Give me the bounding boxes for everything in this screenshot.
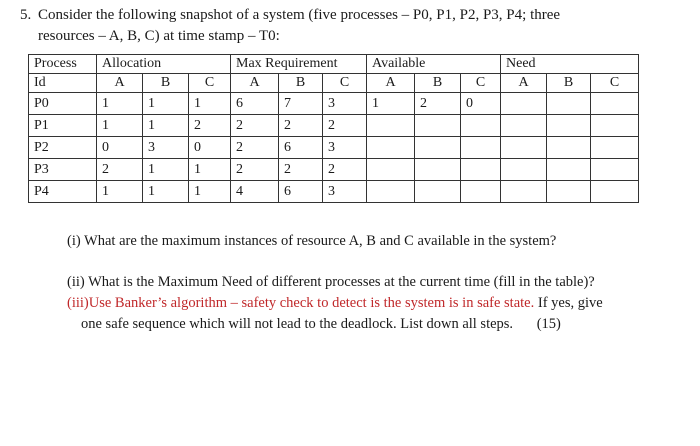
- avail-c: [461, 181, 501, 203]
- max-requirement-header: Max Requirement: [231, 55, 367, 74]
- max-a: 2: [231, 115, 279, 137]
- max-b-header: B: [279, 74, 323, 93]
- alloc-a: 0: [97, 137, 143, 159]
- need-c-cell[interactable]: [591, 159, 639, 181]
- avail-a: [367, 181, 415, 203]
- max-c: 2: [323, 159, 367, 181]
- avail-b: [415, 137, 461, 159]
- avail-a: [367, 115, 415, 137]
- need-a-cell[interactable]: [501, 93, 547, 115]
- alloc-c: 0: [189, 137, 231, 159]
- need-c-cell[interactable]: [591, 181, 639, 203]
- alloc-a: 1: [97, 115, 143, 137]
- avail-a-header: A: [367, 74, 415, 93]
- alloc-a: 2: [97, 159, 143, 181]
- need-a-cell[interactable]: [501, 137, 547, 159]
- need-b-header: B: [547, 74, 591, 93]
- alloc-a-header: A: [97, 74, 143, 93]
- max-a: 2: [231, 137, 279, 159]
- need-a-cell[interactable]: [501, 115, 547, 137]
- avail-b: [415, 159, 461, 181]
- table-row-p4: [29, 181, 639, 203]
- avail-b: [415, 115, 461, 137]
- question-number: 5.: [20, 7, 32, 23]
- avail-c: 0: [461, 93, 501, 115]
- alloc-c: 1: [189, 93, 231, 115]
- process-id: P0: [29, 93, 97, 115]
- avail-a: [367, 159, 415, 181]
- alloc-b: 1: [143, 159, 189, 181]
- need-c-cell[interactable]: [591, 93, 639, 115]
- need-c-cell[interactable]: [591, 137, 639, 159]
- group-header-row: [29, 55, 639, 74]
- need-b-cell[interactable]: [547, 93, 591, 115]
- avail-b: [415, 181, 461, 203]
- max-c: 3: [323, 181, 367, 203]
- subquestion-iii-line2: [81, 314, 681, 334]
- need-a-header: A: [501, 74, 547, 93]
- process-id: P1: [29, 115, 97, 137]
- question-line-2: resources – A, B, C) at time stamp – T0:: [38, 28, 280, 44]
- alloc-b: 1: [143, 93, 189, 115]
- subquestion-iii-line2-text: one safe sequence which will not lead to the deadlock. List down all steps.: [81, 316, 514, 332]
- snapshot-table: [28, 54, 639, 203]
- allocation-header: Allocation: [97, 55, 231, 74]
- avail-b-header: B: [415, 74, 461, 93]
- max-b: 2: [279, 159, 323, 181]
- avail-c: [461, 137, 501, 159]
- subquestion-iii-highlight: (iii)Use Banker’s algorithm – safety check to detect is the system is in safe state.: [67, 295, 535, 311]
- need-b-cell[interactable]: [547, 181, 591, 203]
- marks-label: (15): [536, 316, 561, 332]
- id-header: Id: [29, 74, 97, 93]
- question-text: [38, 5, 688, 47]
- process-id: P2: [29, 137, 97, 159]
- process-id: P4: [29, 181, 97, 203]
- max-a: 4: [231, 181, 279, 203]
- avail-b: 2: [415, 93, 461, 115]
- table-row-p0: [29, 93, 639, 115]
- avail-c-header: C: [461, 74, 501, 93]
- need-a-cell[interactable]: [501, 181, 547, 203]
- process-id: P3: [29, 159, 97, 181]
- process-header: Process: [29, 55, 97, 74]
- need-a-cell[interactable]: [501, 159, 547, 181]
- alloc-c: 2: [189, 115, 231, 137]
- need-b-cell[interactable]: [547, 115, 591, 137]
- need-b-cell[interactable]: [547, 137, 591, 159]
- need-header: Need: [501, 55, 639, 74]
- need-c-cell[interactable]: [591, 115, 639, 137]
- table-row-p1: [29, 115, 639, 137]
- max-b: 6: [279, 181, 323, 203]
- alloc-a: 1: [97, 181, 143, 203]
- max-c: 3: [323, 93, 367, 115]
- subquestion-i: (i) What are the maximum instances of resource A, B and C available in the system?: [67, 233, 557, 249]
- alloc-b-header: B: [143, 74, 189, 93]
- available-header: Available: [367, 55, 501, 74]
- table-row-p3: [29, 159, 639, 181]
- alloc-a: 1: [97, 93, 143, 115]
- alloc-c: 1: [189, 181, 231, 203]
- max-a: 2: [231, 159, 279, 181]
- max-b: 7: [279, 93, 323, 115]
- alloc-b: 1: [143, 181, 189, 203]
- max-c: 2: [323, 115, 367, 137]
- avail-a: [367, 137, 415, 159]
- max-b: 6: [279, 137, 323, 159]
- subquestion-iii: [67, 293, 687, 313]
- alloc-c: 1: [189, 159, 231, 181]
- max-c: 3: [323, 137, 367, 159]
- avail-c: [461, 115, 501, 137]
- max-a: 6: [231, 93, 279, 115]
- max-b: 2: [279, 115, 323, 137]
- alloc-b: 1: [143, 115, 189, 137]
- resource-header-row: [29, 74, 639, 93]
- avail-a: 1: [367, 93, 415, 115]
- avail-c: [461, 159, 501, 181]
- alloc-b: 3: [143, 137, 189, 159]
- max-c-header: C: [323, 74, 367, 93]
- alloc-c-header: C: [189, 74, 231, 93]
- table-row-p2: [29, 137, 639, 159]
- need-c-header: C: [591, 74, 639, 93]
- subquestion-ii: (ii) What is the Maximum Need of different processes at the current time (fill in the table)?: [67, 274, 595, 290]
- question-line-1: Consider the following snapshot of a system (five processes – P0, P1, P2, P3, P4; three: [38, 7, 561, 23]
- need-b-cell[interactable]: [547, 159, 591, 181]
- subquestion-iii-tail: If yes, give: [534, 295, 603, 311]
- max-a-header: A: [231, 74, 279, 93]
